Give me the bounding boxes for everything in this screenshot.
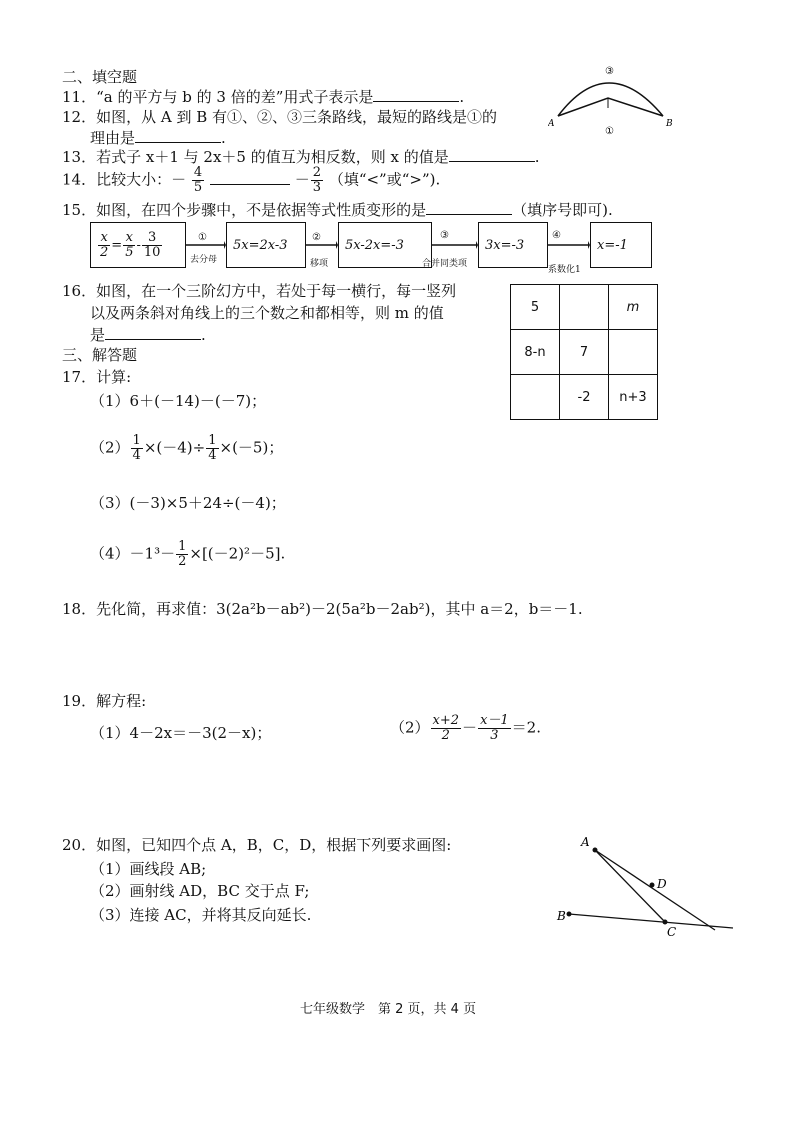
step-3-number: ③: [440, 230, 449, 241]
question-16-line2: 以及两条斜对角线上的三个数之和都相等，则 m 的值: [90, 304, 444, 322]
point-b-label: B: [557, 909, 566, 923]
step-3-label: 合并同类项: [422, 259, 468, 269]
fraction-2-3: $\frac{2}{3}$: [312, 165, 322, 195]
magic-cell: [609, 330, 658, 375]
step-4-label: 系数化1: [548, 265, 581, 275]
step-arrows: [186, 230, 596, 270]
magic-cell: m: [609, 285, 658, 330]
ray-b-c: [569, 914, 733, 928]
question-14: 14．比较大小：－ $\frac{4}{5}$ － $\frac{2}{3}$ （填“<”或“>”).: [62, 165, 441, 195]
question-17-part-3: （3）(－3)×5＋24÷(－4)；: [90, 494, 286, 512]
question-20-part-2: （2）画射线 AD，BC 交于点 F;: [90, 882, 310, 900]
step-2-label: 移项: [310, 259, 329, 269]
question-19: 19．解方程:: [62, 692, 147, 710]
point-b: [567, 912, 572, 917]
step-box-5: x=-1: [590, 222, 652, 268]
answer-blank-12[interactable]: [135, 128, 221, 143]
points-figure: [555, 830, 745, 940]
point-d-label: D: [657, 877, 667, 891]
point-a-label: A: [548, 119, 555, 129]
question-17-part-1: （1）6＋(－14)－(－7)；: [90, 392, 267, 410]
magic-square: [510, 284, 658, 420]
magic-cell: -2: [560, 375, 609, 420]
question-17-part-4: （4）－1³－ $\frac{1}{2}$ ×[(－2)²－5].: [90, 539, 286, 569]
point-b-label: B: [666, 119, 673, 129]
magic-cell: [560, 285, 609, 330]
section-heading-fill-blank: 二、填空题: [62, 68, 138, 86]
route-3-label: ③: [605, 66, 614, 77]
magic-cell: 5: [511, 285, 560, 330]
answer-blank-13[interactable]: [449, 147, 535, 162]
point-a: [593, 848, 598, 853]
answer-blank-15[interactable]: [426, 200, 512, 215]
arrow-3-head: [476, 241, 478, 249]
magic-cell: 8-n: [511, 330, 560, 375]
point-c-label: C: [667, 925, 677, 939]
point-d: [650, 883, 655, 888]
question-13: 13．若式子 x＋1 与 2x＋5 的值互为相反数，则 x 的值是 .: [62, 148, 540, 166]
step-4-number: ④: [552, 230, 561, 241]
question-17: 17．计算:: [62, 368, 132, 386]
magic-cell: 7: [560, 330, 609, 375]
step-1-label: 去分母: [190, 255, 218, 265]
question-19-part-1: （1）4－2x＝－3(2－x)；: [90, 724, 272, 742]
question-18: 18．先化简，再求值：3(2a²b－ab²)－2(5a²b－2ab²)，其中 a＝2，b＝－1.: [62, 600, 583, 618]
arrow-2-head: [336, 241, 338, 249]
step-box-1: $\frac{x}{2}$ = $\frac{x}{5}$ - $\frac{3}{10}$: [90, 222, 186, 268]
route-figure: [548, 60, 678, 140]
question-16-line3: 是 .: [90, 326, 206, 344]
fraction-4-5: $\frac{4}{5}$: [193, 165, 203, 195]
point-a-label: A: [581, 835, 590, 849]
point-c: [663, 920, 668, 925]
magic-cell: n+3: [609, 375, 658, 420]
answer-blank-14[interactable]: [210, 170, 290, 185]
answer-blank-11[interactable]: [373, 87, 459, 102]
section-heading-answers: 三、解答题: [62, 346, 138, 364]
step-1-number: ①: [198, 232, 207, 243]
magic-cell: [511, 375, 560, 420]
question-20-part-1: （1）画线段 AB;: [90, 860, 207, 878]
answer-blank-16[interactable]: [105, 325, 201, 340]
question-20-part-3: （3）连接 AC，并将其反向延长.: [90, 906, 312, 924]
question-12-line2: 理由是 .: [90, 129, 226, 147]
question-12: 12．如图，从 A 到 B 有①、②、③三条路线，最短的路线是①的: [62, 108, 498, 126]
route-1-label: ①: [605, 126, 614, 137]
question-20: 20．如图，已知四个点 A，B，C，D，根据下列要求画图:: [62, 836, 452, 854]
segment-a-c: [595, 850, 665, 922]
question-11: 11．“a 的平方与 b 的 3 倍的差”用式子表示是 .: [62, 88, 465, 106]
step-box-4: 3x=-3: [478, 222, 548, 268]
question-19-part-2: （2） $\frac{x+2}{2}$ － $\frac{x-1}{3}$ ＝2.: [390, 713, 541, 743]
step-2-number: ②: [312, 232, 321, 243]
step-box-2: 5x=2x-3: [226, 222, 306, 268]
question-15: 15．如图，在四个步骤中，不是依据等式性质变形的是 （填序号即可).: [62, 201, 613, 219]
step-box-3: 5x-2x=-3: [338, 222, 432, 268]
page-footer: 七年级数学 第 2 页，共 4 页: [300, 1002, 477, 1017]
arrow-4-head: [588, 241, 590, 249]
question-17-part-2: （2） $\frac{1}{4}$ ×(－4)÷ $\frac{1}{4}$ ×(－5)；: [90, 433, 284, 463]
question-16: 16．如图，在一个三阶幻方中，若处于每一横行，每一竖列: [62, 282, 457, 300]
arrow-1-head: [224, 241, 226, 249]
